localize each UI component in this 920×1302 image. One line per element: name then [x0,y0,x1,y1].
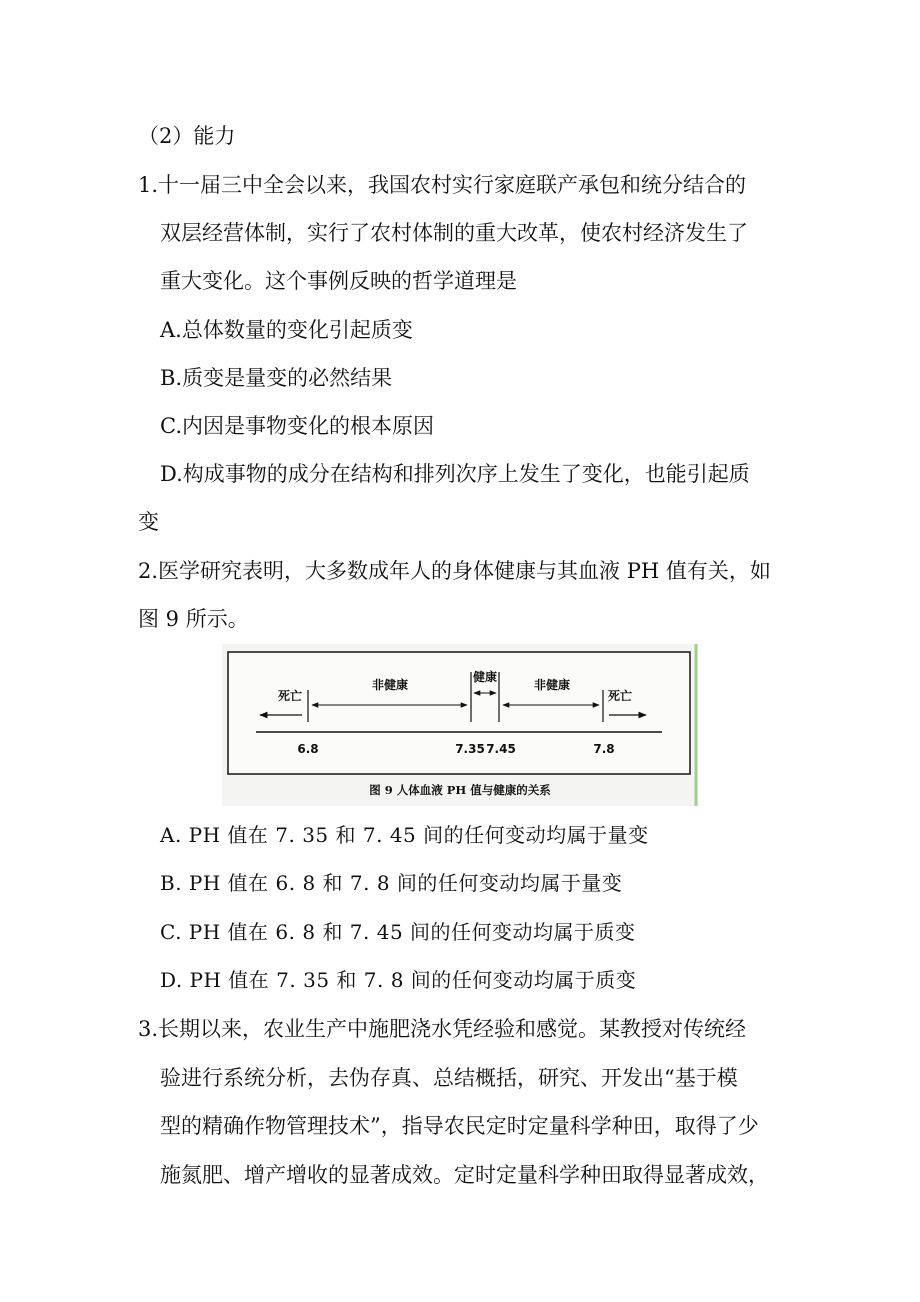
label-unhealthy-left: 非健康 [371,678,409,692]
tick-7-35: 7.35 [455,742,485,756]
question-3-line: 型的精确作物管理技术”，指导农民定时定量科学种田，取得了少 [160,1114,759,1138]
tick-7-45: 7.45 [486,742,516,756]
question-1-option-c: C.内因是事物变化的根本原因 [160,414,434,438]
question-1-option-d: D.构成事物的成分在结构和排列次序上发生了变化，也能引起质 [160,462,750,486]
question-1-option-d-wrap: 变 [138,510,159,534]
question-3-line: 施氮肥、增产增收的显著成效。定时定量科学种田取得显著成效， [160,1163,769,1187]
question-1-line: 1.十一届三中全会以来，我国农村实行家庭联产承包和统分结合的 [138,173,747,197]
question-2-option-b: B. PH 值在 6. 8 和 7. 8 间的任何变动均属于量变 [160,871,623,895]
question-2-option-c: C. PH 值在 6. 8 和 7. 45 间的任何变动均属于质变 [160,920,636,944]
question-1-line: 双层经营体制，实行了农村体制的重大改革，使农村经济发生了 [160,221,748,245]
question-3-line: 验进行系统分析，去伪存真、总结概括，研究、开发出“基于模 [160,1066,738,1090]
section-heading: （2）能力 [138,124,236,148]
figure-caption: 图 9 人体血液 PH 值与健康的关系 [369,783,551,797]
ph-health-diagram [222,644,698,806]
question-2-line: 2.医学研究表明，大多数成年人的身体健康与其血液 PH 值有关，如 [138,559,771,583]
label-healthy: 健康 [472,670,498,684]
tick-7-8: 7.8 [593,742,615,756]
question-2-line: 图 9 所示。 [138,607,249,631]
question-2-option-a: A. PH 值在 7. 35 和 7. 45 间的任何变动均属于量变 [160,823,649,847]
label-death-right: 死亡 [608,689,633,703]
question-1-option-b: B.质变是量变的必然结果 [160,366,393,390]
question-2-option-d: D. PH 值在 7. 35 和 7. 8 间的任何变动均属于质变 [160,968,637,992]
question-1-option-a: A.总体数量的变化引起质变 [160,318,413,342]
tick-6-8: 6.8 [297,742,319,756]
question-1-line: 重大变化。这个事例反映的哲学道理是 [160,269,517,293]
label-death-left: 死亡 [278,689,303,703]
ph-health-figure [222,644,698,806]
question-3-line: 3.长期以来，农业生产中施肥浇水凭经验和感觉。某教授对传统经 [138,1017,747,1041]
label-unhealthy-right: 非健康 [533,678,571,692]
